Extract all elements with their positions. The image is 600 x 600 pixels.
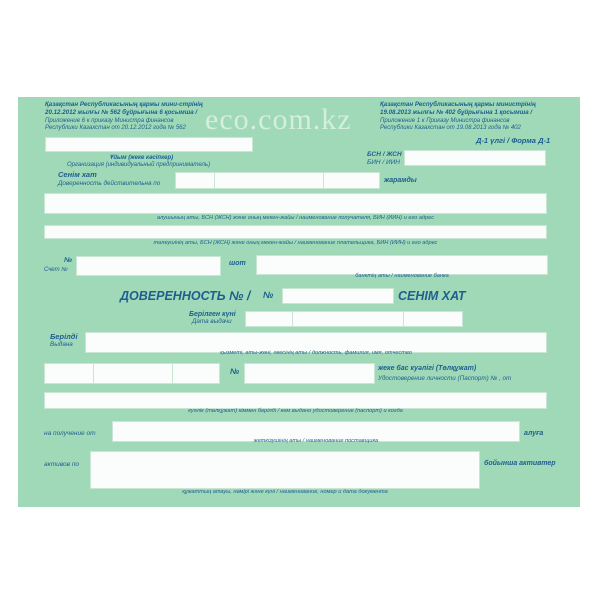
header-right-ru-1: Приложение 1 к Приказу Министра финансов [380, 118, 510, 124]
header-left-ru-1: Приложение 6 к приказу Министра финансов [45, 118, 174, 124]
position-caption: қызметі, аты-жөні, әкесінің аты / должность, фамилия, имя, отчество [220, 350, 412, 356]
bank-caption: банктің аты / наименование банка [355, 273, 449, 279]
issue-label-ru: Дата выдачи [192, 318, 232, 325]
id-series-field[interactable] [44, 363, 94, 384]
issue-year-field[interactable] [403, 311, 463, 327]
bin-field[interactable] [404, 150, 546, 166]
document-field[interactable] [90, 451, 480, 489]
header-right-ru-2: Республики Казахстан от 19.08.2013 года № 402 [380, 125, 521, 131]
org-caption-kz: Ұйым (жеке кәсіпкер) [110, 155, 174, 161]
id-series-field-2[interactable] [93, 363, 173, 384]
header-left-kz-2: 20.12.2012 жылғы № 562 бұйрығына 6 қосымша / [45, 109, 198, 116]
account-no-label: № [64, 257, 73, 264]
assets-label-ru: активов по [44, 461, 80, 468]
trust-number-field[interactable] [282, 288, 394, 304]
header-right-kz-1: Қазақстан Республикасының қаржы министрінің [380, 101, 536, 108]
id-label-ru: Удостоверение личности (Паспорт) № , от [378, 375, 512, 382]
title-no: № [263, 290, 274, 300]
header-right-kz-2: 19.08.2013 жылғы № 402 бұйрығына 1 қосымша / [380, 109, 533, 116]
id-issued-field[interactable] [44, 392, 547, 409]
bin-label-kz: БСН / ЖСН [367, 151, 402, 158]
form-code: Д-1 үлгі / Форма Д-1 [476, 136, 551, 145]
valid-month-field[interactable] [214, 172, 324, 189]
valid-day-field[interactable] [175, 172, 215, 189]
watermark: eco.com.kz [205, 103, 352, 136]
payer-field[interactable] [44, 225, 547, 239]
organization-field[interactable] [45, 137, 253, 152]
bank-field[interactable] [256, 255, 548, 275]
supplier-caption: жеткізушінің аты / наименование поставщика [253, 438, 379, 444]
org-caption-ru: Организация (индивидуальный предприниматель) [67, 162, 211, 168]
receipt-label-kz: алуға [524, 430, 544, 437]
id-number-field[interactable] [244, 363, 375, 384]
id-issued-caption: куәлік (төлқұжат) кіммен берілді / кем выдано удостоверение (паспорт) и когда [188, 408, 403, 414]
id-label-kz: жеке бас куәлігі (Төлқұжат) [378, 365, 477, 372]
payer-caption: төлеушінің аты, БСН (ЖСН) және оның мекен-жайы / наименование плательщика, БИН (ИИН) и его адрес [153, 240, 438, 246]
account-label-kz: шот [229, 260, 246, 267]
account-label-ru: Счет № [44, 267, 68, 273]
header-left-kz-1: Қазақстан Республикасының қаржы мини-стрінің [45, 101, 203, 108]
trust-label-kz: Сенім хат [58, 170, 97, 179]
given-label-kz: Берілді [50, 332, 78, 341]
bin-label-ru: БИН / ИИН [367, 159, 400, 166]
valid-year-field[interactable] [323, 172, 380, 189]
issue-label-kz: Берілген күні [189, 311, 236, 318]
id-series-field-3[interactable] [172, 363, 220, 384]
issue-day-field[interactable] [245, 311, 293, 327]
id-no-label: № [230, 367, 240, 376]
header-left-ru-2: Республики Казахстан от 20.12.2012 года № 562 [45, 125, 186, 131]
document-caption: құжаттың атауы, нөмірі және күні / наименование, номер и дата документа [182, 489, 388, 495]
issue-month-field[interactable] [292, 311, 404, 327]
recipient-field[interactable] [44, 193, 547, 214]
recipient-caption: алушының аты, БСН (ЖСН) және оның мекен-жайы / наименование получателя, БИН (ИИН) и его адрес [156, 215, 434, 221]
given-label-ru: Выдана [50, 341, 73, 348]
title-ru: ДОВЕРЕННОСТЬ № / [120, 289, 251, 303]
account-field[interactable] [76, 256, 221, 276]
receipt-label-ru: на получение от [44, 430, 96, 437]
valid-label-kz: жарамды [384, 177, 417, 184]
title-kz: СЕНІМ ХАТ [398, 289, 466, 303]
trust-label-ru: Доверенность действительна по [58, 180, 161, 187]
assets-label-kz: бойынша активтер [484, 460, 556, 467]
